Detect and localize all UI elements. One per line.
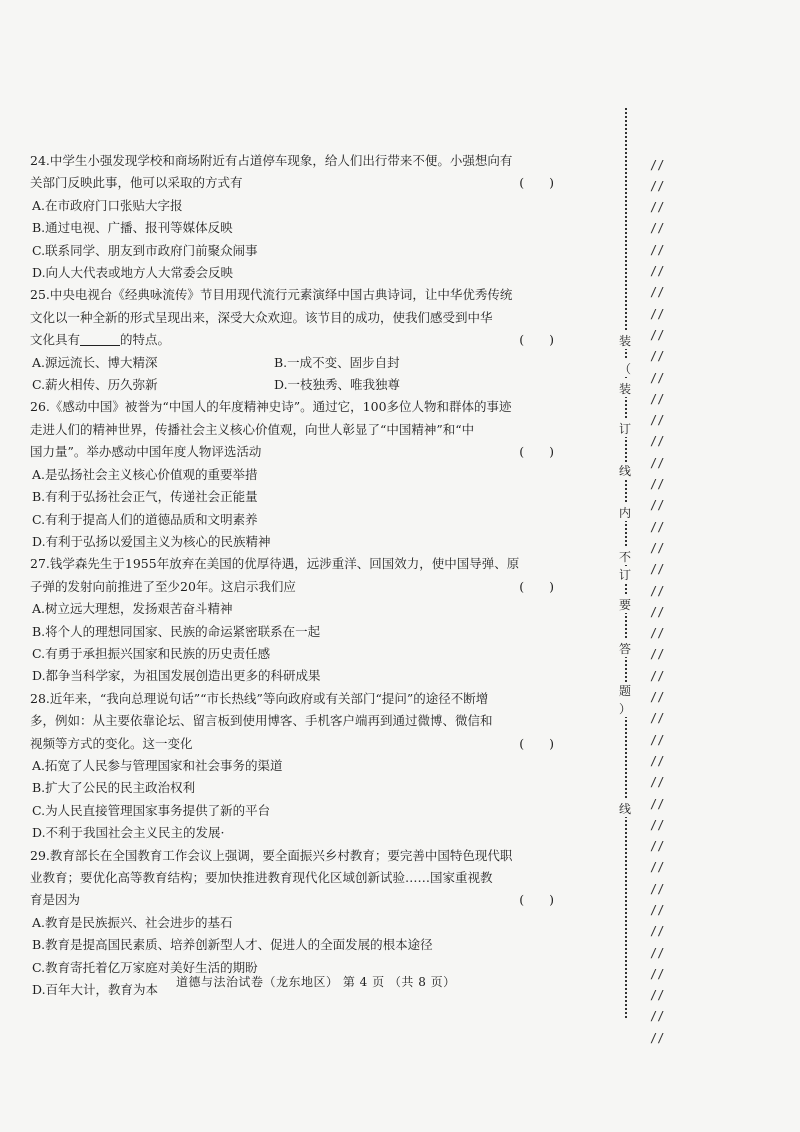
option-d: D.向人大代表或地方人大常委会反映	[32, 265, 234, 281]
option-a: A.拓宽了人民参与管理国家和社会事务的渠道	[32, 757, 283, 773]
question-24-line-1: 24.中学生小强发现学校和商场附近有占道停车现象，给人们出行带来不便。小强想向有	[30, 153, 513, 168]
question-27-line-1: 27.钱学森先生于1955年放弃在美国的优厚待遇，远涉重洋、回国效力，使中国导弹、原	[30, 556, 520, 572]
question-list	[30, 150, 560, 1001]
option-a: A.教育是民族振兴、社会进步的基石	[32, 914, 233, 930]
binding-label-bu: 不	[614, 548, 636, 565]
option-d: D.都争当科学家，为祖国发展创造出更多的科研成果	[32, 668, 321, 684]
question-27	[30, 553, 560, 687]
option-b: B.有利于弘扬社会正气，传递社会正能量	[32, 489, 258, 505]
page-footer: 道德与法治试卷（龙东地区） 第 4 页 （共 8 页）	[176, 975, 456, 989]
binding-label-yao: 要	[614, 596, 636, 613]
question-26-line-2: 走进人们的精神世界，传播社会主义核心价值观，向世人彰显了“中国精神”和“中	[30, 421, 475, 437]
question-29-line-2: 业教育；要优化高等教育结构；要加快推进教育现代化区域创新试验……国家重视教	[30, 870, 493, 885]
answer-bracket: ( )	[519, 892, 554, 908]
question-26-line-1: 26.《感动中国》被誉为“中国人的年度精神史诗”。通过它，100多位人物和群体的事迹	[30, 399, 512, 415]
binding-label-da: 答	[614, 640, 636, 657]
option-b: B.教育是提高国民素质、培养创新型人才、促进人的全面发展的根本途径	[32, 937, 433, 953]
option-a: A.树立远大理想，发扬艰苦奋斗精神	[32, 601, 233, 617]
option-c: C.联系同学、朋友到市政府门前聚众闹事	[32, 242, 258, 258]
question-28-line-1: 28.近年来，“我向总理说句话”“市长热线”等向政府或有关部门“提问”的途径不断增	[30, 690, 489, 706]
binding-label-xian: 线	[614, 462, 636, 479]
option-c: C.为人民直接管理国家事务提供了新的平台	[32, 802, 271, 818]
option-b: B.将个人的理想同国家、民族的命运紧密联系在一起	[32, 623, 321, 639]
question-28-line-2: 多，例如：从主要依靠论坛、留言板到使用博客、手机客户端再到通过微博、微信和	[30, 713, 493, 729]
question-24-line-2: 关部门反映此事，他可以采取的方式有 ( )	[30, 172, 560, 194]
option-c: C.薪火相传、历久弥新	[32, 377, 158, 393]
answer-bracket: ( )	[519, 578, 554, 594]
question-25	[30, 284, 560, 396]
option-c: C.教育寄托着亿万家庭对美好生活的期盼	[32, 959, 258, 975]
question-26	[30, 396, 560, 553]
question-25-line-3: 文化具有 的特点。 ( )	[30, 329, 560, 351]
question-24	[30, 150, 560, 284]
answer-bracket: ( )	[519, 175, 554, 191]
question-29-line-3: 育是因为 ( )	[30, 889, 560, 911]
binding-label-ti: 题	[614, 682, 636, 699]
option-b: B.扩大了公民的民主政治权利	[32, 780, 196, 796]
question-29-line-1: 29.教育部长在全国教育工作会议上强调，要全面振兴乡村教育；要完善中国特色现代职	[30, 847, 513, 863]
option-a: A.在市政府门口张贴大字报	[32, 197, 183, 213]
option-d: D.一枝独秀、唯我独尊	[274, 377, 401, 393]
binding-label-open-paren: （	[614, 360, 636, 377]
binding-label-close-paren: ）	[614, 700, 636, 717]
binding-slash-marks: // // // // // // // // // // // // // // // // // // // // // // // // // // // // // // // // // // // // // // // // // //	[650, 157, 665, 1045]
option-d: D.百年大计，教育为本	[32, 982, 159, 998]
binding-label-nei: 内	[614, 504, 636, 521]
binding-label-xian-2: 线	[614, 800, 636, 817]
option-c: C.有利于提高人们的道德品质和文明素养	[32, 511, 258, 527]
question-26-line-3: 国力量”。举办感动中国年度人物评选活动 ( )	[30, 441, 560, 463]
question-28-line-3: 视频等方式的变化。这一变化 ( )	[30, 733, 560, 755]
option-b: B.通过电视、广播、报刊等媒体反映	[32, 220, 233, 236]
binding-label-zhuang: 装	[614, 332, 636, 349]
option-d: D.有利于弘扬以爱国主义为核心的民族精神	[32, 533, 271, 549]
answer-bracket: ( )	[519, 332, 554, 348]
fill-blank	[80, 331, 120, 346]
option-b: B.一成不变、固步自封	[274, 354, 400, 370]
question-28	[30, 688, 560, 845]
binding-label-ding-2: 订	[614, 566, 636, 583]
option-d: D.不利于我国社会主义民主的发展·	[32, 825, 225, 841]
option-a: A.是弘扬社会主义核心价值观的重要举措	[32, 466, 258, 482]
binding-label-ding: 订	[614, 420, 636, 437]
binding-label-zhuang-2: 装	[614, 380, 636, 397]
answer-bracket: ( )	[519, 444, 554, 460]
answer-bracket: ( )	[519, 735, 554, 751]
options-row-1	[30, 352, 560, 374]
option-c: C.有勇于承担振兴国家和民族的历史责任感	[32, 645, 271, 661]
question-25-line-2: 文化以一种全新的形式呈现出来，深受大众欢迎。该节目的成功，使我们感受到中华	[30, 309, 493, 325]
question-25-line-1: 25.中央电视台《经典咏流传》节目用现代流行元素演绎中国古典诗词，让中华优秀传统	[30, 287, 513, 303]
question-27-line-2: 子弹的发射向前推进了至少20年。这启示我们应 ( )	[30, 576, 560, 598]
options-row-2	[30, 374, 560, 396]
option-a: A.源远流长、博大精深	[32, 354, 158, 370]
